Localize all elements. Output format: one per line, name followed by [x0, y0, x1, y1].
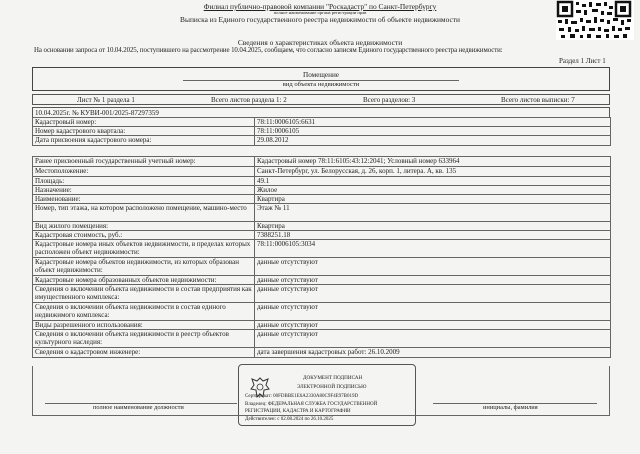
position-note: полное наименование должности — [93, 404, 184, 411]
stamp-valid: Действителен: с 02.08.2024 по 26.10.2025 — [245, 417, 334, 422]
row-value: 29.08.2012 — [255, 136, 611, 146]
org-name: Филиал публично-правовой компании "Роскадастр" по Санкт-Петербургу — [203, 2, 437, 11]
row-label: Кадастровый номер: — [33, 118, 255, 127]
row-value: данные отсутствуют — [255, 276, 611, 285]
sheet-number: Лист № 1 раздела 1 — [77, 96, 135, 104]
row-label: Дата присвоения кадастрового номера: — [33, 136, 255, 146]
table-row — [33, 321, 611, 330]
row-value: 78:11:0006105 — [255, 127, 611, 136]
table-row — [33, 157, 611, 167]
section-sheet-label: Раздел 1 Лист 1 — [559, 57, 606, 65]
row-value: 78:11:0006105:6631 — [255, 118, 611, 127]
total-sections: Всего разделов: 3 — [363, 96, 416, 104]
row-value: дата завершения кадастровых работ: 26.10.2009 — [255, 348, 611, 358]
row-label: Наименование: — [33, 195, 255, 204]
top-table — [32, 117, 611, 146]
table-row — [33, 258, 611, 276]
row-label: Номер кадастрового квартала: — [33, 127, 255, 136]
table-row — [33, 231, 611, 240]
top-table-row — [33, 127, 611, 136]
row-value: 49.1 — [255, 177, 611, 186]
table-row — [33, 222, 611, 231]
total-sheets: Всего листов выписки: 7 — [501, 96, 575, 104]
row-label: Вид жилого помещения: — [33, 222, 255, 231]
row-label: Кадастровые номера объектов недвижимости, из которых образован объект недвижимости: — [33, 258, 255, 276]
stamp-cert: Сертификат: 00FDBBE1E6A2330A80C9F4E97B019D — [245, 394, 359, 399]
row-value: Квартира — [255, 222, 611, 231]
signature-block — [32, 366, 610, 416]
table-row — [33, 186, 611, 195]
extract-number: 10.04.2025г. № КУВИ-001/2025-87297359 — [35, 109, 159, 117]
request-text: На основании запроса от 10.04.2025, поступившего на рассмотрение 10.04.2025, сообщаем, что согласно записям Единого государственного реестра недвижимости: — [34, 47, 503, 54]
table-row — [33, 285, 611, 303]
row-label: Сведения о кадастровом инженере: — [33, 348, 255, 358]
top-table-row — [33, 118, 611, 127]
row-label: Назначение: — [33, 186, 255, 195]
object-type-box — [32, 67, 610, 91]
row-label: Площадь: — [33, 177, 255, 186]
row-label: Кадастровая стоимость, руб.: — [33, 231, 255, 240]
table-row — [33, 195, 611, 204]
org-note: полное наименование органа регистрации прав — [273, 10, 367, 15]
qr-code — [556, 0, 634, 40]
top-table-row — [33, 136, 611, 146]
row-value: 78:11:0006105:3034 — [255, 240, 611, 258]
row-value: Этаж № 11 — [255, 204, 611, 222]
row-label: Кадастровые номера образованных объектов недвижимости: — [33, 276, 255, 285]
table-row — [33, 303, 611, 321]
row-value: данные отсутствуют — [255, 321, 611, 330]
table-row — [33, 330, 611, 348]
row-value: 7388251.18 — [255, 231, 611, 240]
name-note: инициалы, фамилия — [483, 404, 538, 411]
row-label: Сведения о включении объекта недвижимости в состав предприятия как имущественного комплекса: — [33, 285, 255, 303]
table-row — [33, 177, 611, 186]
row-value: Кадастровый номер 78:11:6105:43:12:2041; Условный номер 633964 — [255, 157, 611, 167]
stamp-line1: ДОКУМЕНТ ПОДПИСАН — [303, 375, 363, 381]
row-value: Санкт-Петербург, ул. Белорусская, д. 26, корп. 1, литера. А, кв. 135 — [255, 167, 611, 177]
table-row — [33, 348, 611, 358]
row-value: данные отсутствуют — [255, 303, 611, 321]
document-title: Выписка из Единого государственного реестра недвижимости об объекте недвижимости — [180, 15, 460, 24]
stamp-owner2: РЕГИСТРАЦИИ, КАДАСТРА И КАРТОГРАФИИ — [245, 409, 351, 414]
row-value: Квартира — [255, 195, 611, 204]
table-row — [33, 240, 611, 258]
table-row — [33, 276, 611, 285]
total-sheets-section: Всего листов раздела 1: 2 — [211, 96, 287, 104]
row-label: Сведения о включении объекта недвижимости в состав единого недвижимого комплекса: — [33, 303, 255, 321]
object-type-note: вид объекта недвижимости — [282, 81, 360, 88]
row-value: данные отсутствуют — [255, 258, 611, 276]
row-label: Местоположение: — [33, 167, 255, 177]
sheet-info-row — [32, 94, 610, 105]
row-value: Жилое — [255, 186, 611, 195]
row-label: Кадастровые номера иных объектов недвижимости, в пределах которых расположен объект недвижимости: — [33, 240, 255, 258]
table-row — [33, 204, 611, 222]
main-table — [32, 156, 611, 358]
row-label: Ранее присвоенный государственный учетный номер: — [33, 157, 255, 167]
object-type: Помещение — [303, 71, 339, 79]
row-value: данные отсутствуют — [255, 285, 611, 303]
stamp-owner: Владелец: ФЕДЕРАЛЬНАЯ СЛУЖБА ГОСУДАРСТВЕННОЙ — [245, 402, 378, 407]
stamp-line2: ЭЛЕКТРОННОЙ ПОДПИСЬЮ — [297, 384, 367, 390]
table-row — [33, 167, 611, 177]
row-label: Номер, тип этажа, на котором расположено помещение, машино-место — [33, 204, 255, 222]
row-value: данные отсутствуют — [255, 330, 611, 348]
row-label: Виды разрешенного использования: — [33, 321, 255, 330]
row-label: Сведения о включении объекта недвижимости в реестр объектов культурного наследия: — [33, 330, 255, 348]
section-subtitle: Сведения о характеристиках объекта недвижимости — [237, 38, 403, 47]
